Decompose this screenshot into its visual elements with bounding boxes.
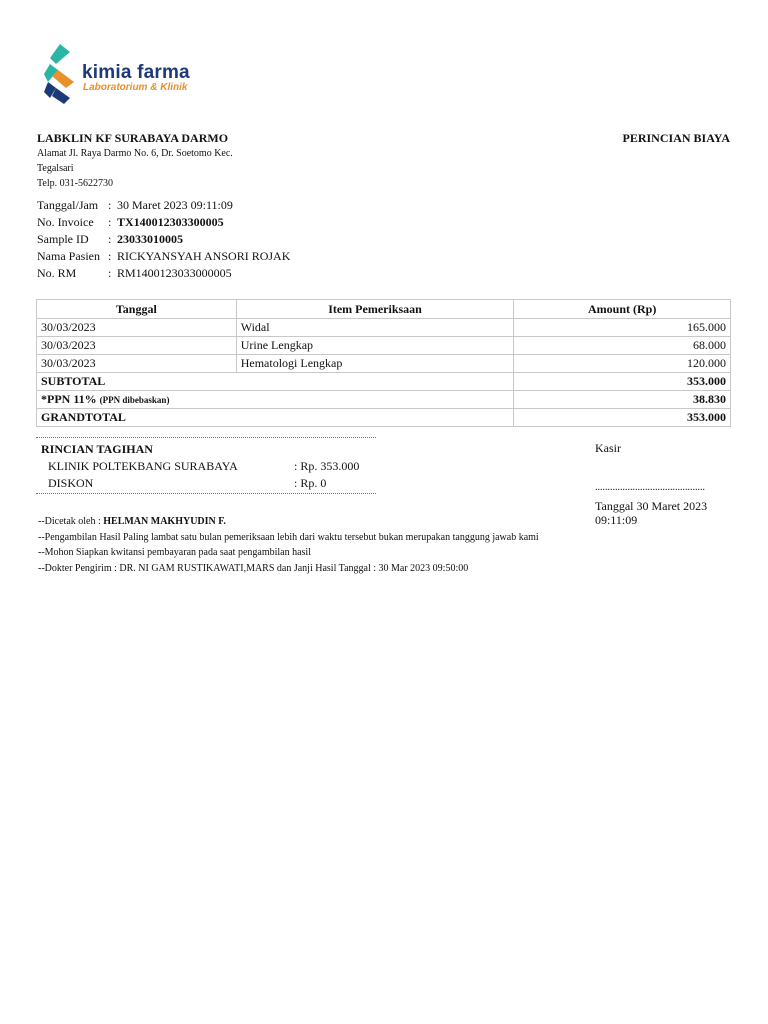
- billing-row-label: DISKON: [48, 476, 94, 490]
- grandtotal-label: GRANDTOTAL: [37, 409, 514, 427]
- info-label: No. Invoice: [37, 215, 94, 229]
- info-value: 30 Maret 2023 09:11:09: [117, 198, 233, 212]
- printed-by-name: HELMAN MAKHYUDIN F.: [103, 516, 226, 527]
- ppn-label-cell: [37, 391, 514, 409]
- info-value: 23033010005: [117, 232, 183, 246]
- column-header-amount: Amount (Rp): [514, 300, 731, 319]
- table-row: [37, 337, 731, 355]
- info-row-medical-record: No. RM : RM1400123033000005: [37, 266, 290, 283]
- table-row: [37, 355, 731, 373]
- row-amount: 165.000: [514, 319, 731, 337]
- column-header-date: Tanggal: [37, 300, 237, 319]
- info-label: Tanggal/Jam: [37, 198, 99, 212]
- row-date: 30/03/2023: [37, 319, 237, 337]
- info-row-invoice: No. Invoice : TX140012303300005: [37, 215, 290, 232]
- cashier-date: Tanggal 30 Maret 2023 09:11:09: [595, 499, 708, 527]
- patient-info: [37, 198, 290, 283]
- lab-address: [37, 146, 297, 191]
- info-value: RICKYANSYAH ANSORI ROJAK: [117, 249, 291, 263]
- row-date: 30/03/2023: [37, 337, 237, 355]
- grandtotal-value: 353.000: [514, 409, 731, 427]
- row-amount: 68.000: [514, 337, 731, 355]
- printed-by-prefix: --Dicetak oleh :: [38, 516, 101, 527]
- row-item: Widal: [236, 319, 514, 337]
- note-line: --Dokter Pengirim : DR. NI GAM RUSTIKAWATI,MARS dan Janji Hasil Tanggal : 30 Mar 2023 09:50:00: [38, 562, 469, 574]
- footer-notes: [38, 516, 539, 578]
- info-label: Sample ID: [37, 232, 89, 246]
- info-row-sample-id: Sample ID : 23033010005: [37, 232, 290, 249]
- table-row: [37, 319, 731, 337]
- kimia-farma-logo-mark-icon: [44, 42, 80, 106]
- divider: [36, 437, 376, 438]
- ppn-value: 38.830: [514, 391, 731, 409]
- billing-detail-title: RINCIAN TAGIHAN: [41, 442, 153, 456]
- info-row-date: Tanggal/Jam : 30 Maret 2023 09:11:09: [37, 198, 290, 215]
- grandtotal-row: [37, 409, 731, 427]
- ppn-note: (PPN dibebaskan): [99, 395, 170, 405]
- note-line: --Pengambilan Hasil Paling lambat satu bulan pemeriksaan lebih dari waktu tersebut bukan merupakan tanggung jawab kami: [38, 531, 539, 543]
- row-item: Urine Lengkap: [236, 337, 514, 355]
- kimia-farma-logo: [44, 42, 214, 108]
- column-header-item: Item Pemeriksaan: [236, 300, 514, 319]
- address-line-1: Alamat Jl. Raya Darmo No. 6, Dr. Soetomo Kec.: [37, 148, 233, 159]
- info-value: TX140012303300005: [117, 215, 224, 229]
- subtotal-label: SUBTOTAL: [37, 373, 514, 391]
- divider: [36, 493, 376, 494]
- printed-by-line: [38, 516, 539, 532]
- subtotal-row: [37, 373, 731, 391]
- charges-table: [36, 299, 731, 427]
- document-type-title: PERINCIAN BIAYA: [622, 131, 730, 145]
- lab-name: LABKLIN KF SURABAYA DARMO: [37, 131, 229, 145]
- note-line: --Mohon Siapkan kwitansi pembayaran pada saat pengambilan hasil: [38, 547, 311, 558]
- ppn-row: [37, 391, 731, 409]
- cashier-label: Kasir: [595, 441, 621, 455]
- logo-brand-text: kimia farma: [82, 62, 190, 83]
- logo-subtitle-text: Laboratorium & Klinik: [83, 82, 188, 93]
- info-label: Nama Pasien: [37, 249, 100, 263]
- table-header-row: [37, 300, 731, 319]
- address-line-2: Tegalsari: [37, 163, 74, 174]
- info-row-patient-name: Nama Pasien : RICKYANSYAH ANSORI ROJAK: [37, 249, 290, 266]
- signature-line: ............................................: [595, 482, 705, 493]
- billing-row-value: : Rp. 0: [294, 476, 327, 490]
- billing-row-value: : Rp. 353.000: [294, 459, 360, 473]
- row-amount: 120.000: [514, 355, 731, 373]
- subtotal-value: 353.000: [514, 373, 731, 391]
- row-item: Hematologi Lengkap: [236, 355, 514, 373]
- info-value: RM1400123033000005: [117, 266, 232, 280]
- phone-number: Telp. 031-5622730: [37, 178, 113, 189]
- billing-row-label: KLINIK POLTEKBANG SURABAYA: [48, 459, 238, 473]
- ppn-label: *PPN 11%: [41, 392, 97, 406]
- row-date: 30/03/2023: [37, 355, 237, 373]
- info-label: No. RM: [37, 266, 77, 280]
